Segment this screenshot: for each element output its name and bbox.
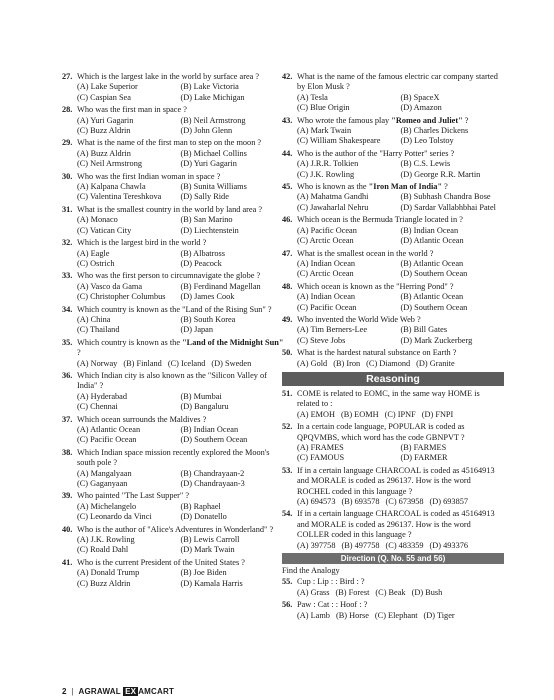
answer-option: (B) Iron xyxy=(333,358,361,368)
question-text: What is the name of the famous electric car company started by Elon Musk ? xyxy=(297,72,498,92)
question-40 xyxy=(62,525,284,556)
question-number: 37. xyxy=(62,414,73,424)
answer-option: (A) Grass xyxy=(297,587,330,597)
answer-option: (B) EOMH xyxy=(341,409,379,419)
question-head xyxy=(62,105,284,115)
question-number: 41. xyxy=(62,557,73,567)
answer-option: (B) 497758 xyxy=(341,540,380,550)
answer-option: (D) Peacock xyxy=(180,258,222,268)
answer-option: (C) Beak xyxy=(375,587,406,597)
answer-option: (B) Bill Gates xyxy=(400,325,448,335)
answer-option: (D) Chandrayaan-3 xyxy=(180,479,245,489)
question-32 xyxy=(62,238,284,269)
question-text: Who was the first person to circumnavigate the globe ? xyxy=(77,271,261,281)
answer-options xyxy=(282,259,504,280)
question-number: 54. xyxy=(282,509,293,519)
question-head xyxy=(282,348,504,358)
answer-option: (B) Michael Collins xyxy=(180,148,247,158)
answer-options xyxy=(62,535,284,556)
answer-option: (D) Leo Tolstoy xyxy=(400,136,454,146)
answer-option: (D) Donatello xyxy=(180,512,227,522)
answer-option: (B) Indian Ocean xyxy=(180,425,239,434)
question-number: 52. xyxy=(282,422,293,432)
answer-option: (D) Japan xyxy=(180,325,213,335)
question-34 xyxy=(62,305,284,336)
answer-option: (A) J.R.R. Tolkien xyxy=(297,159,359,169)
question-head xyxy=(62,448,284,469)
brand-part-1: AGRAWAL xyxy=(78,686,124,696)
question-number: 44. xyxy=(282,148,293,158)
answer-options xyxy=(282,541,504,551)
question-number: 53. xyxy=(282,465,293,475)
answer-options xyxy=(282,93,504,114)
answer-options xyxy=(62,568,284,589)
question-text: Which ocean is the Bermuda Triangle located in ? xyxy=(297,215,463,225)
answer-option: (A) Pacific Ocean xyxy=(297,225,357,235)
question-52 xyxy=(282,422,504,464)
question-head xyxy=(62,305,284,315)
answer-option: (B) Finland xyxy=(123,358,162,368)
answer-option: (B) Subhash Chandra Bose xyxy=(400,192,491,202)
answer-options xyxy=(62,392,284,413)
question-text: Cup : Lip : : Bird : ? xyxy=(297,577,365,587)
answer-option: (C) Neil Armstrong xyxy=(77,159,142,169)
question-text: Which ocean is known as the "Herring Pond" ? xyxy=(297,281,454,291)
section-title-reasoning: Reasoning xyxy=(282,372,504,386)
answer-option: (B) South Korea xyxy=(180,314,236,324)
answer-option: (B) FARMES xyxy=(400,443,447,452)
answer-option: (D) FARMER xyxy=(400,453,448,463)
answer-option: (B) Horse xyxy=(335,610,369,620)
question-51 xyxy=(282,389,504,420)
answer-option: (C) Christopher Columbus xyxy=(77,292,166,302)
question-head xyxy=(282,282,504,292)
answer-option: (C) Buzz Aldrin xyxy=(77,126,131,136)
question-head xyxy=(282,149,504,159)
answer-option: (D) Mark Twain xyxy=(180,545,235,555)
answer-options xyxy=(62,315,284,336)
question-35 xyxy=(62,338,284,369)
question-head xyxy=(62,205,284,215)
answer-option: (B) Albatross xyxy=(180,248,225,258)
question-text: Which is the largest bird in the world ? xyxy=(77,238,207,248)
question-head xyxy=(282,577,504,587)
answer-options xyxy=(62,469,284,490)
answer-options xyxy=(62,425,284,446)
question-head xyxy=(282,72,504,93)
answer-option: (B) Ferdinand Magellan xyxy=(180,281,261,291)
answer-option: (B) Sunita Williams xyxy=(180,182,247,192)
question-head xyxy=(282,215,504,225)
answer-option: (D) Southern Ocean xyxy=(180,435,248,445)
question-39 xyxy=(62,491,284,522)
question-text: Who is the author of the "Harry Potter" series ? xyxy=(297,148,455,158)
answer-option: (C) Jawaharlal Nehru xyxy=(297,202,369,212)
answer-option: (C) Thailand xyxy=(77,325,120,335)
question-head xyxy=(282,389,504,410)
question-number: 36. xyxy=(62,370,73,380)
question-41 xyxy=(62,558,284,589)
right-column xyxy=(282,72,504,623)
answer-option: (D) Yuri Gagarin xyxy=(180,159,237,169)
answer-option: (A) Indian Ocean xyxy=(297,258,356,268)
answer-option: (B) Atlantic Ocean xyxy=(400,292,464,302)
answer-option: (A) FRAMES xyxy=(297,443,344,452)
question-45 xyxy=(282,182,504,213)
question-text: If in a certain language CHARCOAL is coded as 45164913 and MORALE is coded as 296137. How is the word COLLER coded in this language ? xyxy=(297,509,495,540)
question-number: 29. xyxy=(62,138,73,148)
answer-option: (C) Elephant xyxy=(374,610,418,620)
answer-options xyxy=(282,410,504,420)
question-number: 42. xyxy=(282,72,293,81)
answer-option: (C) Pacific Ocean xyxy=(77,435,137,445)
question-54 xyxy=(282,509,504,551)
answer-option: (C) Ostrich xyxy=(77,258,115,268)
question-text: Which Indian city is also known as the "Silicon Valley of India" ? xyxy=(77,370,267,391)
question-text: What is the smallest country in the world by land area ? xyxy=(77,204,263,214)
question-text: Who painted "The Last Supper" ? xyxy=(77,491,190,501)
gk-questions-right xyxy=(282,72,504,369)
answer-option: (C) 673958 xyxy=(385,497,424,507)
question-33 xyxy=(62,271,284,302)
question-27 xyxy=(62,72,284,103)
question-text: What is the name of the first man to step on the moon ? xyxy=(77,138,262,148)
question-number: 35. xyxy=(62,337,73,347)
answer-option: (A) 694573 xyxy=(297,497,336,507)
answer-option: (C) Blue Origin xyxy=(297,103,350,113)
question-text: Who is the current President of the United States ? xyxy=(77,557,245,567)
answer-option: (A) Lake Superior xyxy=(77,82,138,92)
question-text: COME is related to EOMC, in the same way HOME is related to : xyxy=(297,388,480,409)
answer-options xyxy=(282,292,504,313)
answer-options xyxy=(282,325,504,346)
answer-options xyxy=(62,359,284,369)
question-text: Which Indian space mission recently explored the Moon's south pole ? xyxy=(77,447,270,468)
answer-option: (A) Norway xyxy=(77,358,118,368)
answer-option: (A) Vasco da Gama xyxy=(77,281,143,291)
question-head xyxy=(62,371,284,392)
question-head xyxy=(62,72,284,82)
answer-option: (D) Lake Michigan xyxy=(180,92,245,102)
question-head xyxy=(62,415,284,425)
answer-option: (A) Indian Ocean xyxy=(297,292,356,302)
answer-options xyxy=(62,502,284,523)
question-text: Who invented the World Wide Web ? xyxy=(297,314,421,324)
answer-options xyxy=(282,443,504,464)
left-column xyxy=(62,72,284,591)
question-38 xyxy=(62,448,284,490)
question-text: In a certain code language, POPULAR is coded as QPQVMBS, which word has the code GBNPVT ? xyxy=(297,422,465,442)
question-42 xyxy=(282,72,504,114)
answer-option: (A) 397758 xyxy=(297,540,336,550)
question-head xyxy=(282,466,504,497)
question-number: 30. xyxy=(62,171,73,181)
question-text: Paw : Cat : : Hoof : ? xyxy=(297,600,368,610)
answer-option: (C) Chennai xyxy=(77,402,118,412)
reasoning-questions xyxy=(282,389,504,551)
question-head xyxy=(62,271,284,281)
answer-option: (B) Lake Victoria xyxy=(180,82,239,92)
brand-part-2: EX xyxy=(125,686,137,696)
answer-option: (C) Steve Jobs xyxy=(297,335,346,345)
question-head xyxy=(62,238,284,248)
question-head xyxy=(282,509,504,540)
page-number: 2 xyxy=(62,686,67,696)
answer-option: (C) 483359 xyxy=(385,540,424,550)
answer-option: (C) Iceland xyxy=(167,358,206,368)
answer-option: (A) Monaco xyxy=(77,215,118,225)
answer-option: (B) Charles Dickens xyxy=(400,126,469,136)
answer-option: (C) IPNF xyxy=(384,409,416,419)
answer-option: (D) Kamala Harris xyxy=(180,578,243,588)
answer-option: (B) Chandrayaan-2 xyxy=(180,468,245,478)
question-number: 33. xyxy=(62,271,73,281)
question-28 xyxy=(62,105,284,136)
answer-option: (D) James Cook xyxy=(180,292,235,302)
question-number: 46. xyxy=(282,215,293,225)
question-number: 51. xyxy=(282,388,293,398)
answer-option: (D) Bangaluru xyxy=(180,402,229,412)
question-number: 47. xyxy=(282,248,293,258)
question-number: 56. xyxy=(282,600,293,610)
question-50 xyxy=(282,348,504,369)
question-text: Who wrote the famous play "Romeo and Juliet" ? xyxy=(297,115,469,125)
answer-option: (D) George R.R. Martin xyxy=(400,169,481,179)
answer-option: (C) Arctic Ocean xyxy=(297,236,354,246)
answer-option: (D) FNPI xyxy=(421,409,454,419)
brand-logo xyxy=(79,687,175,696)
answer-option: (C) William Shakespeare xyxy=(297,136,381,146)
page-footer xyxy=(62,685,504,697)
answer-option: (D) Amazon xyxy=(400,103,442,113)
question-43 xyxy=(282,116,504,147)
question-text: Which country is known as the "Land of the Midnight Sun" ? xyxy=(77,337,284,358)
footer-separator: | xyxy=(71,686,74,696)
answer-option: (A) Gold xyxy=(297,358,328,368)
answer-option: (D) Sweden xyxy=(211,358,252,368)
question-text: Who is known as the "Iron Man of India" ? xyxy=(297,182,448,192)
answer-option: (B) Raphael xyxy=(180,501,221,511)
question-head xyxy=(62,138,284,148)
question-number: 40. xyxy=(62,524,73,534)
question-number: 31. xyxy=(62,204,73,214)
question-text: What is the smallest ocean in the world ? xyxy=(297,248,434,258)
answer-option: (A) Yuri Gagarin xyxy=(77,115,134,125)
answer-option: (A) Eagle xyxy=(77,248,110,258)
question-number: 48. xyxy=(282,281,293,291)
direction-title: Direction (Q. No. 55 and 56) xyxy=(282,553,504,564)
answer-options xyxy=(282,359,504,369)
answer-option: (B) San Marino xyxy=(180,215,233,225)
question-text: Who is the author of "Alice's Adventures in Wonderland" ? xyxy=(77,524,274,534)
answer-option: (A) Kalpana Chawla xyxy=(77,182,146,192)
question-44 xyxy=(282,149,504,180)
brand-part-3: AMCART xyxy=(138,686,175,696)
question-text: Who was the first Indian woman in space ? xyxy=(77,171,221,181)
answer-option: (A) Tim Berners-Lee xyxy=(297,325,368,335)
question-text: Which country is known as the "Land of the Rising Sun" ? xyxy=(77,304,272,314)
answer-option: (D) John Glenn xyxy=(180,126,233,136)
answer-options xyxy=(282,192,504,213)
question-37 xyxy=(62,415,284,446)
answer-options xyxy=(282,497,504,507)
answer-option: (C) Valentina Tereshkova xyxy=(77,192,162,202)
answer-option: (D) Granite xyxy=(416,358,455,368)
question-number: 38. xyxy=(62,447,73,457)
question-head xyxy=(282,116,504,126)
answer-options xyxy=(62,249,284,270)
answer-option: (B) Indian Ocean xyxy=(400,225,459,235)
question-30 xyxy=(62,172,284,203)
question-number: 28. xyxy=(62,105,73,115)
answer-option: (A) Hyderabad xyxy=(77,391,127,401)
answer-options xyxy=(282,611,504,621)
question-29 xyxy=(62,138,284,169)
question-number: 27. xyxy=(62,72,73,81)
question-number: 45. xyxy=(282,182,293,192)
answer-option: (C) Gaganyaan xyxy=(77,479,128,489)
answer-option: (D) Mark Zuckerberg xyxy=(400,335,473,345)
answer-options xyxy=(62,282,284,303)
question-text: What is the hardest natural substance on Earth ? xyxy=(297,348,457,358)
answer-options xyxy=(62,82,284,103)
answer-option: (A) China xyxy=(77,314,111,324)
question-head xyxy=(282,182,504,192)
answer-option: (A) Mangalyaan xyxy=(77,468,132,478)
answer-option: (A) Lamb xyxy=(297,610,330,620)
answer-option: (B) 693578 xyxy=(341,497,380,507)
question-number: 39. xyxy=(62,491,73,501)
answer-option: (A) Mahatma Gandhi xyxy=(297,192,369,202)
analogy-questions xyxy=(282,577,504,621)
answer-option: (D) Atlantic Ocean xyxy=(400,236,464,246)
answer-option: (C) Buzz Aldrin xyxy=(77,578,131,588)
question-number: 50. xyxy=(282,348,293,358)
question-text: If in a certain language CHARCOAL is coded as 45164913 and MORALE is coded as 296137. How is the word ROCHEL coded in this language ? xyxy=(297,465,495,496)
answer-options xyxy=(282,588,504,598)
answer-options xyxy=(62,116,284,137)
question-number: 32. xyxy=(62,238,73,248)
question-text: Which ocean surrounds the Maldives ? xyxy=(77,414,207,424)
answer-option: (D) Southern Ocean xyxy=(400,302,468,312)
answer-option: (A) Tesla xyxy=(297,92,328,102)
answer-option: (A) EMOH xyxy=(297,409,336,419)
answer-option: (C) J.K. Rowling xyxy=(297,169,355,179)
question-48 xyxy=(282,282,504,313)
question-head xyxy=(62,491,284,501)
answer-options xyxy=(282,126,504,147)
answer-option: (D) Bush xyxy=(411,587,443,597)
answer-option: (A) Buzz Aldrin xyxy=(77,148,131,158)
question-number: 55. xyxy=(282,577,293,587)
answer-option: (C) FAMOUS xyxy=(297,453,345,463)
answer-option: (A) Michelangelo xyxy=(77,501,137,511)
answer-options xyxy=(62,215,284,236)
question-number: 49. xyxy=(282,314,293,324)
question-head xyxy=(62,172,284,182)
answer-option: (C) Leonardo da Vinci xyxy=(77,512,152,522)
question-head xyxy=(62,338,284,359)
answer-option: (B) Neil Armstrong xyxy=(180,115,246,125)
question-56 xyxy=(282,600,504,621)
answer-option: (D) 493376 xyxy=(429,540,469,550)
question-46 xyxy=(282,215,504,246)
answer-option: (C) Pacific Ocean xyxy=(297,302,357,312)
answer-option: (A) Donald Trump xyxy=(77,568,140,578)
answer-options xyxy=(282,159,504,180)
answer-option: (B) Atlantic Ocean xyxy=(400,258,464,268)
answer-option: (B) Joe Biden xyxy=(180,568,227,578)
answer-option: (A) Atlantic Ocean xyxy=(77,425,141,434)
answer-option: (D) Sally Ride xyxy=(180,192,229,202)
answer-option: (B) C.S. Lewis xyxy=(400,159,451,169)
answer-option: (C) Caspian Sea xyxy=(77,92,131,102)
question-head xyxy=(282,422,504,443)
answer-option: (B) Mumbai xyxy=(180,391,222,401)
question-55 xyxy=(282,577,504,598)
answer-option: (D) Tiger xyxy=(423,610,455,620)
question-head xyxy=(282,600,504,610)
answer-options xyxy=(282,226,504,247)
answer-option: (C) Diamond xyxy=(366,358,411,368)
answer-options xyxy=(62,182,284,203)
question-number: 43. xyxy=(282,115,293,125)
question-head xyxy=(282,249,504,259)
answer-option: (D) 693857 xyxy=(429,497,469,507)
answer-option: (D) Southern Ocean xyxy=(400,269,468,279)
question-31 xyxy=(62,205,284,236)
question-text: Who was the first man in space ? xyxy=(77,105,187,115)
question-head xyxy=(282,315,504,325)
answer-option: (B) SpaceX xyxy=(400,92,440,102)
find-analogy-text: Find the Analogy xyxy=(282,566,340,576)
answer-option: (D) Sardar Vallabhbhai Patel xyxy=(400,202,496,212)
question-49 xyxy=(282,315,504,346)
answer-option: (B) Lewis Carroll xyxy=(180,535,240,545)
question-53 xyxy=(282,466,504,508)
question-47 xyxy=(282,249,504,280)
answer-option: (C) Roald Dahl xyxy=(77,545,129,555)
answer-option: (B) Forest xyxy=(335,587,370,597)
answer-option: (C) Vatican City xyxy=(77,225,132,235)
answer-options xyxy=(62,149,284,170)
answer-option: (D) Liechtenstein xyxy=(180,225,239,235)
question-36 xyxy=(62,371,284,413)
question-number: 34. xyxy=(62,304,73,314)
question-head xyxy=(62,525,284,535)
question-head xyxy=(62,558,284,568)
answer-option: (A) J.K. Rowling xyxy=(77,535,135,545)
question-text: Which is the largest lake in the world by surface area ? xyxy=(77,72,260,81)
answer-option: (A) Mark Twain xyxy=(297,126,352,136)
answer-option: (C) Arctic Ocean xyxy=(297,269,354,279)
